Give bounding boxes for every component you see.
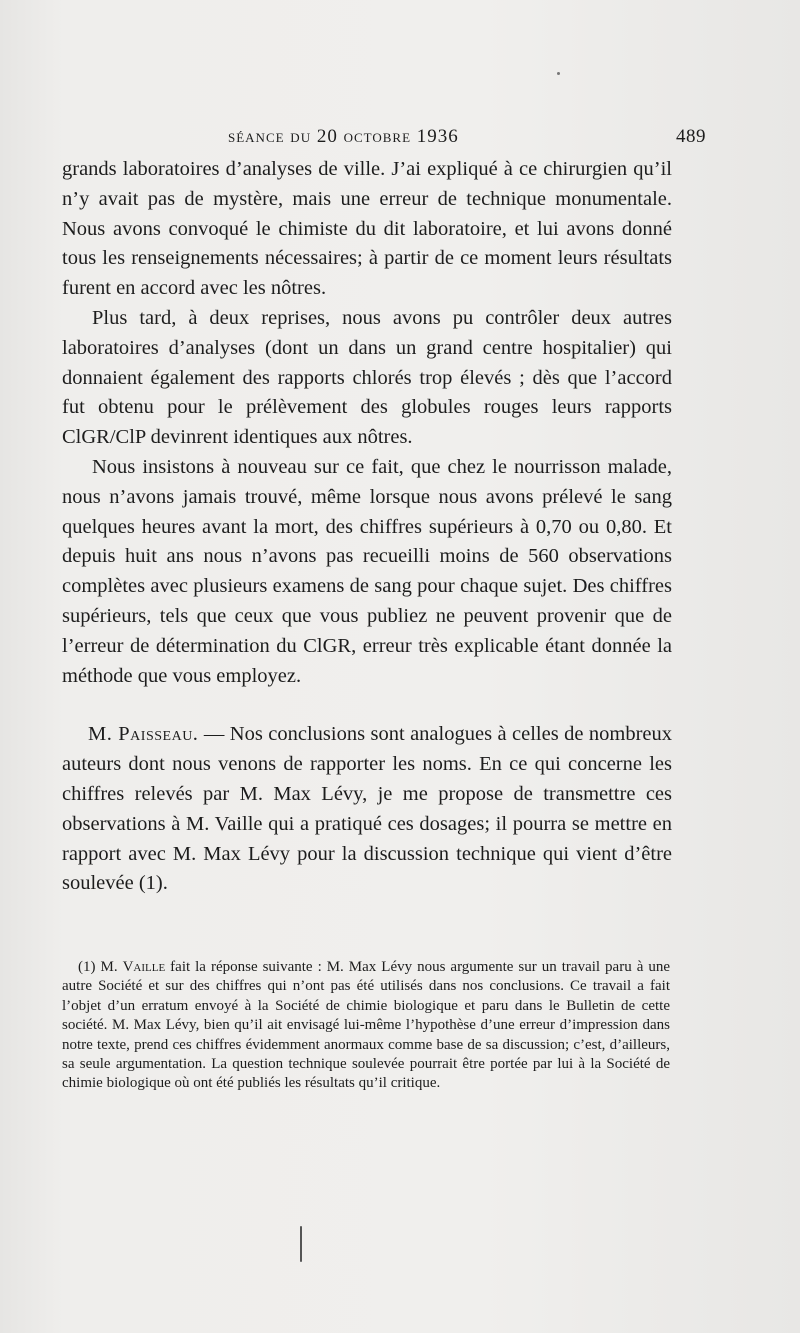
print-speck	[557, 72, 560, 75]
body-text	[62, 155, 672, 899]
footnote-name: Vaille	[122, 959, 166, 975]
footnote-text: fait la réponse suivante : M. Max Lévy nous argumente sur un travail paru à une autre Société et sur des chiffres qui n’ont pas été utilisés dans nos conclusions. Ce travail a fait l’objet d’un erratum envoyé à la Société de chimie biologique et paru dans le Bulletin de cette société. M. Max Lévy, bien qu’il ait envisagé lui-même l’hypothèse d’une erreur d’impression dans notre texte, prend ces chiffres évidemment anormaux comme base de sa discussion; c’est, d’ailleurs, sa seule argumentation. La question technique soulevée pourrait être portée par lui à la Société de chimie biologique où ont été publiés les résultats qu’il critique.	[62, 959, 670, 1092]
response-text: Nos conclusions sont analogues à celles de nombreux auteurs dont nous venons de rapporter les noms. En ce qui concerne les chiffres relevés par M. Max Lévy, je me propose de transmettre ces observations à M. Vaille qui a pratiqué ces dosages; il pourra se mettre en rapport avec M. Max Lévy pour la discussion technique qui vient d’être soulevée (1).	[62, 723, 672, 895]
footnote-paragraph	[62, 958, 670, 1094]
paragraph-3: Nous insistons à nouveau sur ce fait, que chez le nourrisson malade, nous n’avons jamais trouvé, même lorsque nous avons prélevé le sang quelques heures avant la mort, des chiffres supérieurs à 0,70 ou 0,80. Et depuis huit ans nous n’avons pas recueilli moins de 560 observations complètes avec plusieurs examens de sang pour chaque sujet. Des chiffres supérieurs, tels que ceux que vous publiez ne peuvent provenir que de l’erreur de détermination du ClGR, erreur très explicable étant donnée la méthode que vous employez.	[62, 455, 672, 687]
running-head	[228, 126, 706, 154]
paragraph-2: Plus tard, à deux reprises, nous avons pu contrôler deux autres laboratoires d’analyses (dont un dans un grand centre hospitalier) qui donnaient également des rapports chlorés trop élevés ; dès que l’accord fut obtenu pour le prélèvement des globules rouges leurs rapports ClGR/ClP devinrent identiques aux nôtres.	[62, 306, 672, 449]
page-mark	[300, 1226, 302, 1262]
paragraph-1: grands laboratoires d’analyses de ville. J’ai expliqué à ce chirurgien qu’il n’y avait pas de mystère, mais une erreur de technique monumentale. Nous avons convoqué le chimiste du dit laboratoire, et lui avons donné tous les renseignements nécessaires; à partir de ce moment leurs résultats furent en accord avec les nôtres.	[62, 158, 672, 300]
footnote	[62, 958, 670, 1094]
page-number: 489	[676, 126, 706, 147]
response-paragraph	[62, 720, 672, 899]
running-head-title: séance du 20 octobre 1936	[228, 126, 459, 147]
speaker-name: M. Paisseau.	[88, 723, 199, 746]
speaker-dash: —	[198, 723, 230, 746]
footnote-marker: (1) M.	[78, 959, 123, 975]
